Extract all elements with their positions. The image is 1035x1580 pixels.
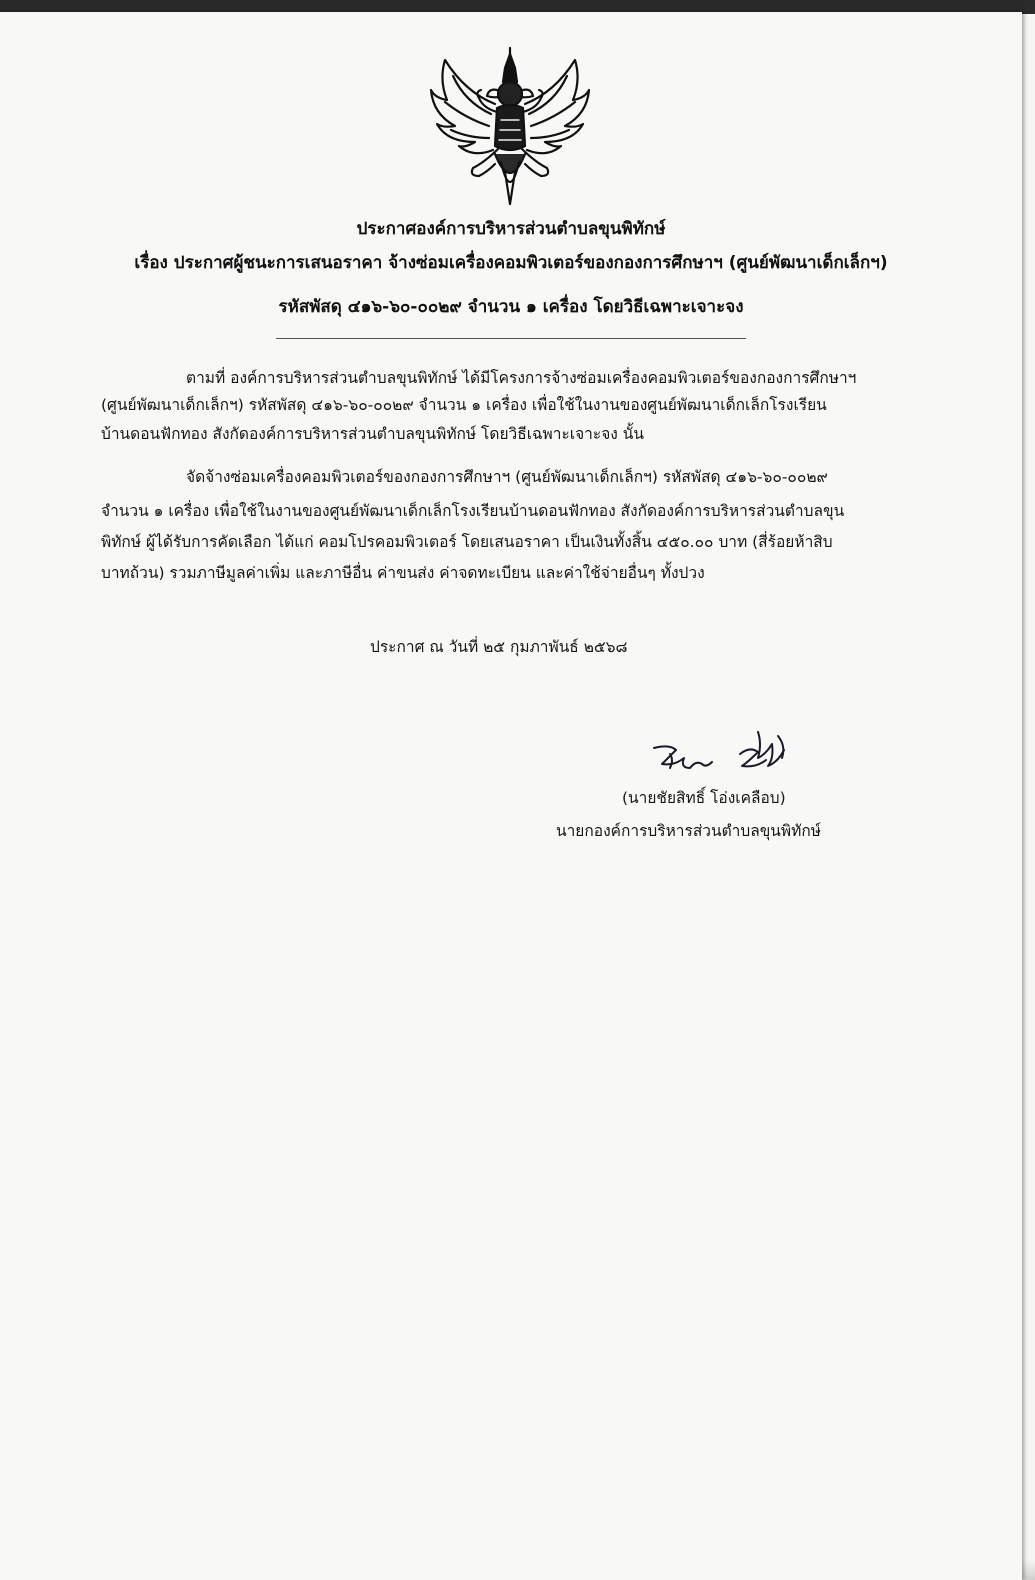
paragraph-2-line-4: บาทถ้วน) รวมภาษีมูลค่าเพิ่ม และภาษีอื่น ค่าขนส่ง ค่าจดทะเบียน และค่าใช้จ่ายอื่นๆ ทั้งปวง (101, 564, 705, 582)
paragraph-1-line-1: ตามที่ องค์การบริหารส่วนตำบลขุนพิทักษ์ ได้มีโครงการจ้างซ่อมเครื่องคอมพิวเตอร์ของกองการศึกษาฯ (186, 369, 857, 387)
paragraph-2-line-2: จำนวน ๑ เครื่อง เพื่อใช้ในงานของศูนย์พัฒนาเด็กเล็กโรงเรียนบ้านดอนฟักทอง สังกัดองค์การบริหารส่วนตำบลขุน (101, 502, 845, 520)
announcement-title: ประกาศองค์การบริหารส่วนตำบลขุนพิทักษ์ (356, 219, 666, 239)
announcement-subject-continued: รหัสพัสดุ ๔๑๖-๖๐-๐๐๒๙ จำนวน ๑ เครื่อง โดยวิธีเฉพาะเจาะจง (278, 297, 744, 317)
garuda-emblem-icon (425, 42, 595, 212)
announcement-subject: เรื่อง ประกาศผู้ชนะการเสนอราคา จ้างซ่อมเครื่องคอมพิวเตอร์ของกองการศึกษาฯ (ศูนย์พัฒนาเด็กเล็กฯ) (134, 253, 888, 273)
document-sheet (0, 12, 1022, 1580)
paragraph-2-line-1: จัดจ้างซ่อมเครื่องคอมพิวเตอร์ของกองการศึกษาฯ (ศูนย์พัฒนาเด็กเล็กฯ) รหัสพัสดุ ๔๑๖-๖๐-๐๐๒๙ (186, 468, 828, 486)
paragraph-1-line-3: บ้านดอนฟักทอง สังกัดองค์การบริหารส่วนตำบลขุนพิทักษ์ โดยวิธีเฉพาะเจาะจง นั้น (101, 425, 644, 443)
paragraph-2-line-3: พิทักษ์ ผู้ได้รับการคัดเลือก ได้แก่ คอมโปรคอมพิวเตอร์ โดยเสนอราคา เป็นเงินทั้งสิ้น ๔๕๐.๐๐ บาท (สี่ร้อยห้าสิบ (101, 533, 833, 551)
paragraph-1-line-2: (ศูนย์พัฒนาเด็กเล็กฯ) รหัสพัสดุ ๔๑๖-๖๐-๐๐๒๙ จำนวน ๑ เครื่อง เพื่อใช้ในงานของศูนย์พัฒนาเด็กเล็กโรงเรียน (101, 396, 827, 414)
handwritten-signature-icon (640, 724, 820, 784)
title-divider (276, 338, 746, 339)
signer-title: นายกองค์การบริหารส่วนตำบลขุนพิทักษ์ (556, 822, 821, 840)
signer-name: (นายชัยสิทธิ์ โอ่งเคลือบ) (622, 789, 786, 807)
announcement-date: ประกาศ ณ วันที่ ๒๕ กุมภาพันธ์ ๒๕๖๘ (370, 638, 628, 656)
